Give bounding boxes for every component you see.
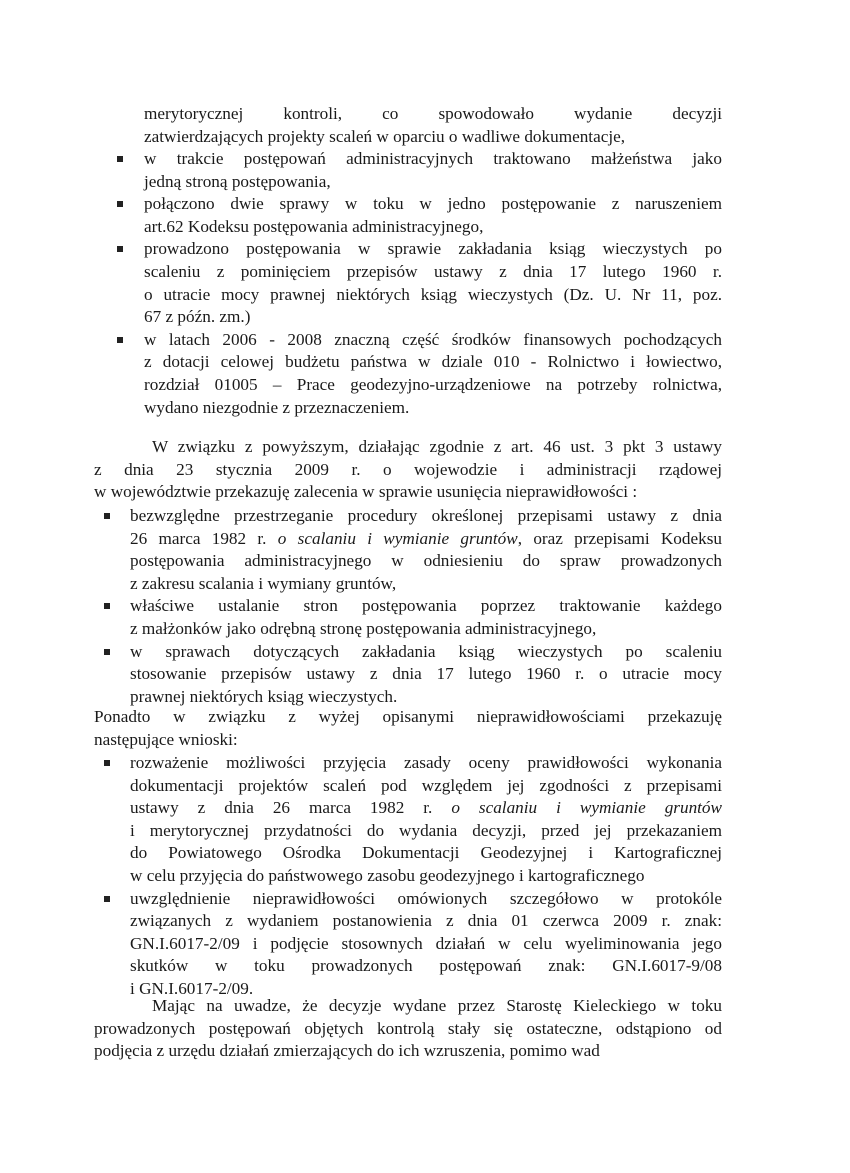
text-line: 26 marca 1982 r. o scalaniu i wymianie gruntów, oraz przepisami Kodeksu bbox=[130, 528, 722, 548]
bullet-icon bbox=[117, 201, 123, 207]
bullet-icon bbox=[104, 896, 110, 902]
text-line: w województwie przekazuję zalecenia w sprawie usunięcia nieprawidłowości : bbox=[94, 482, 638, 502]
finding-item bbox=[144, 193, 722, 238]
bullet-icon bbox=[117, 156, 123, 162]
text-line: scaleniu z pominięciem przepisów ustawy z dnia 17 lutego 1960 r. bbox=[144, 261, 722, 281]
text-line: rozdział 01005 – Prace geodezyjno-urządzeniowe na potrzeby rolnictwa, bbox=[144, 374, 722, 394]
text-line: z dnia 23 stycznia 2009 r. o wojewodzie i administracji rządowej bbox=[94, 459, 722, 479]
text-line: skutków w toku prowadzonych postępowań znak: GN.I.6017-9/08 bbox=[130, 956, 722, 976]
recommendation-item bbox=[130, 641, 722, 709]
text-line: merytorycznej kontroli, co spowodowało wydanie decyzji bbox=[144, 104, 722, 123]
text-line: rozważenie możliwości przyjęcia zasady oceny prawidłowości wykonania bbox=[130, 753, 722, 772]
finding-item bbox=[144, 329, 722, 419]
text-line: postępowania administracyjnego w odniesieniu do spraw prowadzonych bbox=[130, 551, 722, 571]
text-line: jedną stroną postępowania, bbox=[144, 171, 331, 191]
text-line: Mając na uwadze, że decyzje wydane przez Starostę Kieleckiego w toku bbox=[152, 996, 722, 1015]
recommendations-intro-paragraph bbox=[94, 436, 722, 504]
text-line: z małżonków jako odrębną stronę postępowania administracyjnego, bbox=[130, 618, 597, 638]
text-line: Ponadto w związku z wyżej opisanymi nieprawidłowościami przekazuję bbox=[94, 707, 722, 726]
bullet-icon bbox=[104, 603, 110, 609]
text-line: prowadzono postępowania w sprawie zakładania ksiąg wieczystych po bbox=[144, 239, 722, 259]
text-line: stosowanie przepisów ustawy z dnia 17 lutego 1960 r. o utracie mocy bbox=[130, 664, 722, 684]
bullet-icon bbox=[117, 337, 123, 343]
text-line: w latach 2006 - 2008 znaczną część środków finansowych pochodzących bbox=[144, 329, 722, 349]
proposal-item bbox=[130, 752, 722, 888]
text-line: z zakresu scalania i wymiany gruntów, bbox=[130, 573, 397, 593]
text-line: 67 z późn. zm.) bbox=[144, 307, 251, 327]
text-line: prawnej niektórych ksiąg wieczystych. bbox=[130, 686, 398, 706]
text-line: w sprawach dotyczących zakładania ksiąg wieczystych po scaleniu bbox=[130, 641, 722, 661]
text-line: i merytorycznej przydatności do wydania decyzji, przed jej przekazaniem bbox=[130, 820, 722, 840]
proposals-intro-paragraph bbox=[94, 706, 722, 751]
italic-title: o scalaniu i wymianie gruntów bbox=[451, 798, 722, 818]
text-line: właściwe ustalanie stron postępowania poprzez traktowanie każdego bbox=[130, 596, 722, 616]
text-line: wydano niezgodnie z przeznaczeniem. bbox=[144, 397, 410, 417]
text-line: W związku z powyższym, działając zgodnie z art. 46 ust. 3 pkt 3 ustawy bbox=[152, 437, 722, 456]
finding-item bbox=[144, 148, 722, 193]
bullet-icon bbox=[104, 513, 110, 519]
text-line: ustawy z dnia 26 marca 1982 r. o scalaniu i wymianie gruntów bbox=[130, 798, 722, 818]
bullet-icon bbox=[117, 246, 123, 252]
text-line: o utracie mocy prawnej niektórych ksiąg wieczystych (Dz. U. Nr 11, poz. bbox=[144, 284, 722, 304]
text-line: prowadzonych postępowań objętych kontrolą stały się ostateczne, odstąpiono od bbox=[94, 1018, 722, 1038]
recommendation-item bbox=[130, 595, 722, 640]
text-line: następujące wnioski: bbox=[94, 729, 238, 749]
text-line: w celu przyjęcia do państwowego zasobu geodezyjnego i kartograficznego bbox=[130, 865, 645, 885]
finding-item bbox=[144, 238, 722, 328]
closing-paragraph bbox=[94, 995, 722, 1063]
bullet-icon bbox=[104, 760, 110, 766]
text-line: GN.I.6017-2/09 i podjęcie stosownych działań w celu wyeliminowania jego bbox=[130, 933, 722, 953]
text-line: dokumentacji projektów scaleń pod względem jej zgodności z przepisami bbox=[130, 775, 722, 795]
text-line: art.62 Kodeksu postępowania administracyjnego, bbox=[144, 216, 484, 236]
text-line: i GN.I.6017-2/09. bbox=[130, 978, 254, 998]
bullet-icon bbox=[104, 649, 110, 655]
text-line: podjęcia z urzędu działań zmierzających do ich wzruszenia, pomimo wad bbox=[94, 1041, 600, 1061]
intro-continuation bbox=[144, 103, 722, 148]
recommendation-item bbox=[130, 505, 722, 595]
text-line: połączono dwie sprawy w toku w jedno postępowanie z naruszeniem bbox=[144, 194, 722, 214]
text-line: związanych z wydaniem postanowienia z dnia 01 czerwca 2009 r. znak: bbox=[130, 911, 722, 931]
text-line: w trakcie postępowań administracyjnych traktowano małżeństwa jako bbox=[144, 149, 722, 168]
text-line: zatwierdzających projekty scaleń w oparciu o wadliwe dokumentacje, bbox=[144, 126, 626, 146]
text-line: bezwzględne przestrzeganie procedury określonej przepisami ustawy z dnia bbox=[130, 506, 722, 525]
text-line: z dotacji celowej budżetu państwa w dziale 010 - Rolnictwo i łowiectwo, bbox=[144, 352, 722, 372]
text-line: uwzględnienie nieprawidłowości omówionych szczegółowo w protokóle bbox=[130, 888, 722, 908]
proposal-item bbox=[130, 888, 722, 1001]
italic-title: o scalaniu i wymianie gruntów bbox=[277, 528, 518, 548]
text-line: do Powiatowego Ośrodka Dokumentacji Geodezyjnej i Kartograficznej bbox=[130, 843, 722, 863]
